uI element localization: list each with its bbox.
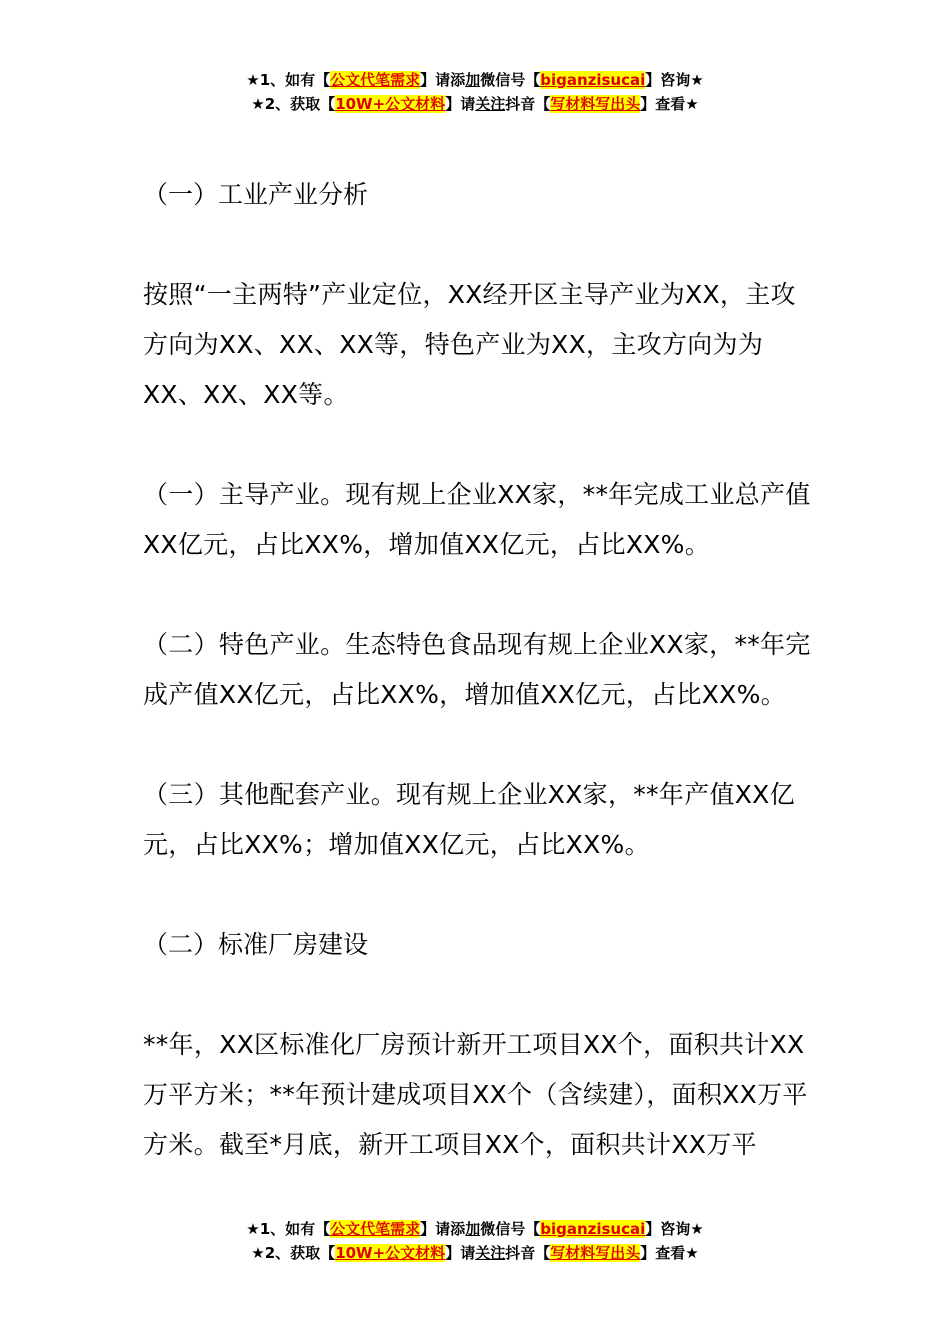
header-banner [0,68,950,116]
paragraph-featured-industry: （二）特色产业。生态特色食品现有规上企业XX家，**年完成产值XX亿元，占比XX%，增加值XX亿元，占比XX%。 [143,630,811,709]
section-heading-factory: （二）标准厂房建设 [143,930,369,959]
paragraph-factory-construction: **年，XX区标准化厂房预计新开工项目XX个，面积共计XX万平方米；**年预计建成项目XX个（含续建），面积XX万平方米。截至*月底，新开工项目XX个，面积共计XX万平 [143,1030,808,1159]
document-body [143,170,811,1170]
highlight-douyin: 写材料写出头 [550,95,641,113]
highlight-service: 公文代笔需求 [330,71,421,89]
paragraph-positioning: 按照“一主两特”产业定位，XX经开区主导产业为XX，主攻方向为XX、XX、XX等，特色产业为XX，主攻方向为为XX、XX、XX等。 [143,280,796,409]
highlight-materials: 10W+公文材料 [335,95,446,113]
paragraph-leading-industry: （一）主导产业。现有规上企业XX家，**年完成工业总产值XX亿元，占比XX%，增加值XX亿元，占比XX%。 [143,480,811,559]
section-heading-industry: （一）工业产业分析 [143,180,369,209]
footer-line-2: ★2、获取【10W+公文材料】请关注抖音【写材料写出头】查看★ [251,1244,699,1262]
paragraph-supporting-industry: （三）其他配套产业。现有规上企业XX家，**年产值XX亿元，占比XX%；增加值XX亿元，占比XX%。 [143,780,795,859]
highlight-wechat-id: biganzisucai [540,71,646,89]
footer-line-1: ★1、如有【公文代笔需求】请添加微信号【biganzisucai】咨询★ [246,1220,704,1238]
banner-line-2: ★2、获取【10W+公文材料】请关注抖音【写材料写出头】查看★ [251,95,699,113]
banner-line-1: ★1、如有【公文代笔需求】请添加微信号【biganzisucai】咨询★ [246,71,704,89]
footer-banner [0,1217,950,1265]
